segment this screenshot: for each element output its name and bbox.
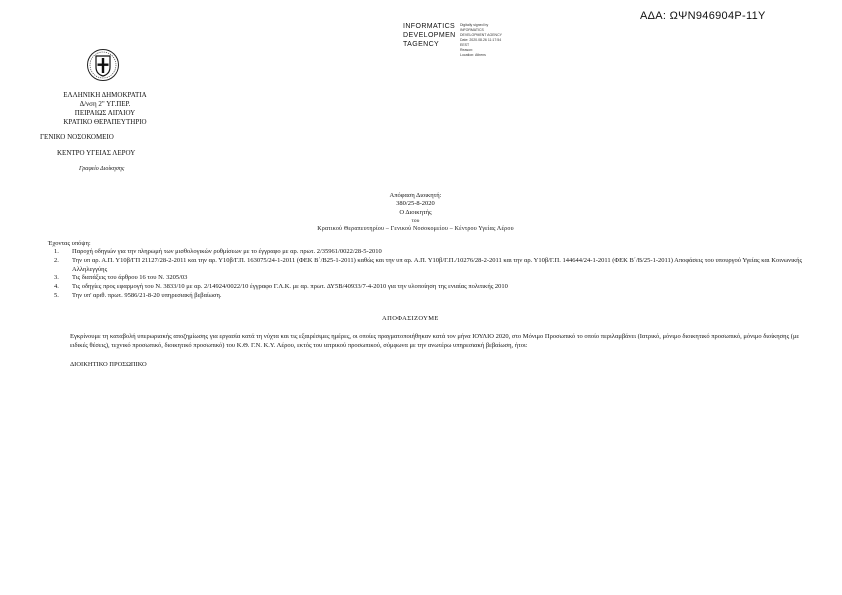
item-number: 4. (54, 283, 59, 291)
item-text: Την υπ' αριθ. πρωτ. 9586/21-8-20 υπηρεσιακή βεβαίωση. (72, 291, 222, 299)
considerations-heading: Έχοντας υπόψη: (48, 240, 91, 247)
item-number: 3. (54, 274, 59, 282)
decision-of: του (411, 218, 420, 224)
header-line: Δ/νση 2" ΥΓ.ΠΕΡ. (79, 100, 131, 108)
item-text: Την υπ αρ. Α.Π. Υ10β/ΓΠ 21127/28-2-2011 και την αρ. Υ10β/Γ.Π. 163075/24-1-2011 (ΦΕΚ Β΄/Β25-1-2011) καθώς και την υπ αρ. Α.Π. Υ10β/Γ.Π./10276/28-2-2011 και την αρ. Υ10β/Γ.Π. 144644/24-1-2011 (ΦΕΚ Β΄/Β/25-1-2011) Αποφάσεις του υπουργού Υγείας και Κοινωνικής Αλληλεγγύης (72, 256, 803, 273)
list-item (54, 274, 814, 283)
signature-meta-line: Reason: (460, 48, 474, 52)
decision-number: 380/25-8-2020 (396, 200, 435, 207)
item-number: 1. (54, 248, 59, 255)
ada-code: ΑΔΑ: ΩΨΝ946904Ρ-11Υ (640, 10, 766, 22)
list-item (54, 283, 814, 292)
signature-meta-line: EEST (460, 43, 470, 47)
digital-signature-meta (460, 23, 502, 58)
header-line: ΚΡΑΤΙΚΟ ΘΕΡΑΠΕΥΤΗΡΙΟ (63, 118, 147, 126)
decision-authority: Ο Διοικητής (399, 209, 432, 216)
decision-institution: Κρατικού Θεραπευτηρίου – Γενικού Νοσοκομείου – Κέντρου Υγείας Λέρου (317, 226, 514, 232)
health-center-name: ΚΕΝΤΡΟ ΥΓΕΙΑΣ ΛΕΡΟΥ (57, 149, 136, 157)
greek-emblem-icon (86, 48, 120, 82)
office-name: Γραφείο Διοίκησης (79, 166, 125, 172)
considerations-list (54, 248, 814, 301)
list-item (54, 292, 814, 301)
item-text: Τις διατάξεις του άρθρου 16 του Ν. 3205/03 (72, 274, 188, 282)
signature-org-line: INFORMATICS (403, 23, 456, 30)
signature-meta-line: Digitally signed by (460, 23, 489, 27)
signature-org-line: TAGENCY (403, 41, 440, 48)
signature-meta-line: DEVELOPMENT AGENCY (460, 33, 502, 37)
hospital-name: ΓΕΝΙΚΟ ΝΟΣΟΚΟΜΕΙΟ (40, 133, 114, 141)
list-item (54, 248, 814, 257)
decision-header (263, 192, 568, 233)
digital-signature-org (403, 22, 456, 49)
staff-category-heading: ΔΙΟΙΚΗΤΙΚΟ ΠΡΟΣΩΠΙΚΟ (70, 361, 147, 368)
item-number: 2. (54, 256, 59, 264)
list-item (54, 257, 814, 275)
signature-meta-line: INFORMATICS (460, 28, 484, 32)
signature-org-line: DEVELOPMEN (403, 32, 456, 39)
signature-meta-line: Location: Athens (460, 53, 486, 57)
header-line: ΠΕΙΡΑΙΩΣ ΑΙΓΑΙΟΥ (74, 109, 136, 117)
item-text: Παροχή οδηγιών για την πληρωμή των μισθολογικών ρυθμίσεων με το έγγραφο με αρ. πρωτ. 2/35961/0022/28-5-2010 (72, 248, 382, 255)
decision-body-text: Εγκρίνουμε τη καταβολή υπερωριακής αποζημίωσης για εργασία κατά τη νύχτα και τις εξαιρέσιμες ημέρες, οι οποίες πραγματοποιήθηκαν κατά τον μήνα ΙΟΥΛΙΟ 2020, στο Μόνιμο Προσωπικό το οποίο περιλαμβάνει (Ιατρικό, μόνιμο διοικητικό προσωπικό, μόνιμο διοίκησης (με ειδικές θέσεις), τεχνικό προσωπικό, διοικητικό προσωπικό) του Κ.Θ. Γ.Ν. Κ.Υ. Λέρου, εκτός του ιατρικού προσωπικού, σύμφωνα με την ανωτέρω υπηρεσιακή βεβαίωση, ήτοι: (70, 333, 800, 349)
decision-heading: ΑΠΟΦΑΣΙΖΟΥΜΕ (382, 315, 439, 322)
item-number: 5. (54, 291, 59, 299)
issuer-header (40, 91, 170, 127)
signature-meta-line: Date: 2020.08.26 11:17:54 (460, 38, 502, 42)
header-line: ΕΛΛΗΝΙΚΗ ΔΗΜΟΚΡΑΤΙΑ (63, 91, 147, 99)
decision-body (56, 333, 808, 351)
decision-title: Απόφαση Διοικητή: (389, 192, 442, 199)
item-text: Τις οδηγίες προς εφαρμογή του Ν. 3833/10 με αρ. 2/14924/0022/10 έγγραφο Γ.Λ.Κ. με αρ. πρωτ. ΔΥ5Β/40933/7-4-2010 για την υλοποίηση της ενιαίας πολιτικής 2010 (72, 283, 508, 291)
